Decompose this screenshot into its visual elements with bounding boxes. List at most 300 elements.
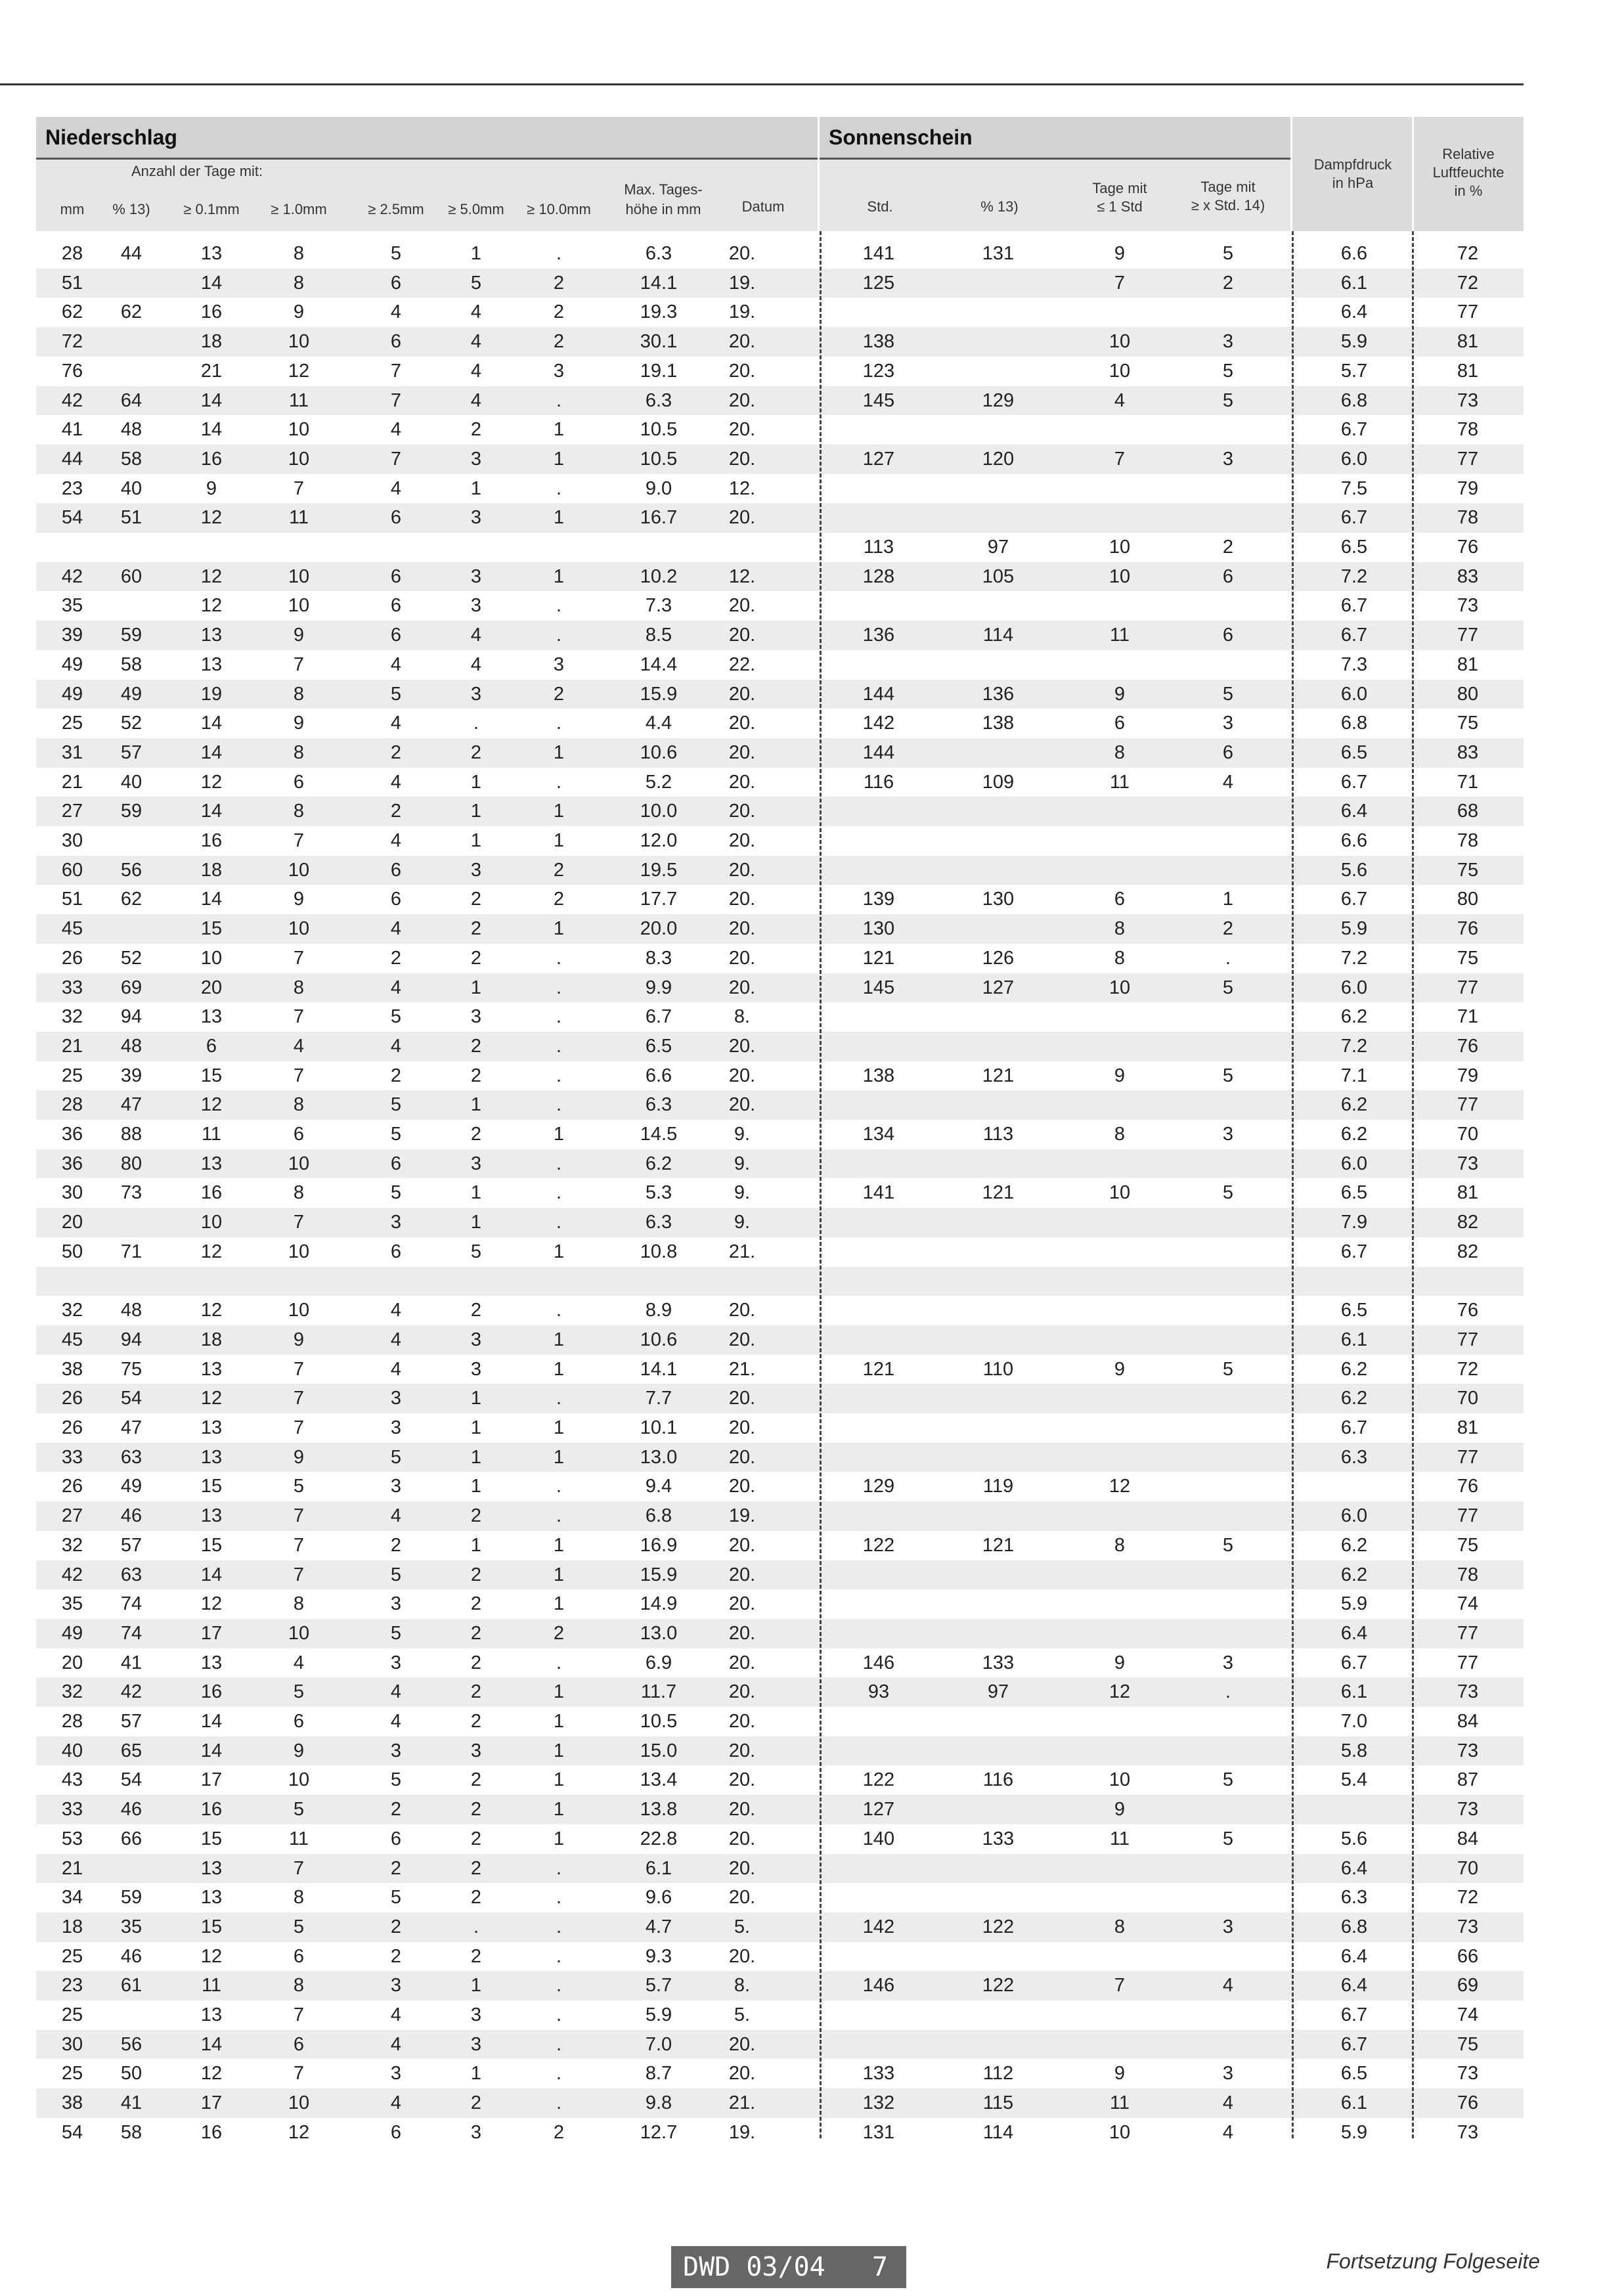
cell-rel-feuchte: 76 bbox=[1457, 2092, 1479, 2114]
cell-mm: 27 bbox=[61, 801, 83, 822]
cell-max-hoehe: 7.3 bbox=[645, 595, 672, 617]
cell-tage-le1 bbox=[1077, 1325, 1162, 1355]
cell-t100: . bbox=[556, 1153, 562, 1174]
cell-t10: 10 bbox=[288, 1769, 310, 1791]
cell-tage-gex: 3 bbox=[1222, 1124, 1234, 1145]
cell-t50: 3 bbox=[470, 2121, 482, 2143]
cell-t10: 11 bbox=[288, 507, 309, 529]
cell-max-hoehe: 7.7 bbox=[645, 1388, 672, 1409]
cell-pct-n: 47 bbox=[120, 1094, 143, 1116]
cell-mm: 32 bbox=[61, 1681, 83, 1703]
cell-t100: . bbox=[556, 1857, 562, 1879]
cell-t50: 1 bbox=[470, 1388, 482, 1409]
cell-t100 bbox=[516, 1267, 602, 1296]
cell-dampfdruck: 6.7 bbox=[1340, 625, 1368, 646]
cell-max-hoehe: 6.1 bbox=[645, 1857, 672, 1879]
cell-tage-le1: 8 bbox=[1114, 1534, 1126, 1556]
cell-t10: 7 bbox=[293, 1006, 305, 1028]
cell-t25: 3 bbox=[390, 1476, 402, 1497]
cell-t10: 10 bbox=[288, 1300, 310, 1321]
cell-datum: 20. bbox=[728, 1094, 756, 1116]
cell-dampfdruck: 6.7 bbox=[1340, 2004, 1368, 2025]
cell-max-hoehe: 10.5 bbox=[640, 1711, 678, 1732]
cell-rel-feuchte: 77 bbox=[1457, 977, 1479, 998]
cell-t25: 6 bbox=[390, 272, 402, 294]
cell-pct-s bbox=[955, 1090, 1041, 1120]
cell-pct-n: 49 bbox=[120, 1476, 143, 1497]
cell-pct-s: 122 bbox=[982, 1975, 1015, 1997]
cell-mm: 26 bbox=[61, 947, 83, 969]
header-anzahl: Anzahl der Tage mit: bbox=[131, 163, 263, 179]
cell-datum: 20. bbox=[728, 1564, 756, 1585]
cell-pct-s: 116 bbox=[982, 1769, 1014, 1791]
cell-datum: 20. bbox=[728, 1857, 756, 1879]
cell-rel-feuchte: 77 bbox=[1457, 1094, 1479, 1116]
cell-t25: 3 bbox=[390, 1975, 402, 1997]
cell-tage-le1 bbox=[1077, 474, 1162, 504]
cell-t01: 16 bbox=[200, 2121, 223, 2143]
cell-t50: 2 bbox=[470, 1799, 482, 1821]
cell-tage-le1 bbox=[1077, 826, 1162, 856]
cell-pct-s: 138 bbox=[982, 713, 1015, 734]
cell-t50: 2 bbox=[470, 889, 482, 910]
cell-dampfdruck: 6.5 bbox=[1340, 1300, 1368, 1321]
cell-t10: 10 bbox=[288, 595, 310, 617]
cell-tage-le1 bbox=[1077, 1942, 1162, 1972]
cell-t10: 12 bbox=[288, 360, 310, 382]
cell-max-hoehe: 30.1 bbox=[640, 331, 678, 353]
cell-t100: 2 bbox=[553, 2121, 565, 2143]
cell-pct-n bbox=[89, 826, 174, 856]
cell-max-hoehe: 6.8 bbox=[645, 1505, 672, 1527]
cell-dampfdruck: 6.7 bbox=[1340, 1241, 1368, 1262]
cell-mm: 25 bbox=[61, 713, 83, 734]
cell-pct-s: 136 bbox=[982, 683, 1015, 705]
cell-tage-le1: 12 bbox=[1109, 1681, 1131, 1703]
cell-mm: 21 bbox=[61, 1857, 83, 1879]
cell-dampfdruck: 6.0 bbox=[1340, 448, 1368, 470]
cell-tage-gex bbox=[1185, 1384, 1271, 1413]
cell-tage-le1 bbox=[1077, 1501, 1162, 1531]
cell-rel-feuchte: 77 bbox=[1457, 1329, 1479, 1350]
cell-rel-feuchte: 73 bbox=[1457, 1153, 1479, 1174]
cell-t25: 4 bbox=[390, 918, 402, 940]
cell-pct-n: 66 bbox=[120, 1828, 143, 1849]
cell-std: 142 bbox=[862, 713, 895, 734]
cell-tage-gex bbox=[1185, 1501, 1271, 1531]
cell-t50: 2 bbox=[470, 1652, 482, 1673]
cell-std bbox=[836, 1560, 921, 1590]
cell-max-hoehe: 17.7 bbox=[640, 889, 678, 910]
cell-max-hoehe: 16.9 bbox=[640, 1534, 678, 1556]
cell-pct-n: 40 bbox=[120, 771, 143, 793]
cell-rel-feuchte: 78 bbox=[1457, 1564, 1479, 1585]
cell-std bbox=[836, 826, 921, 856]
cell-t25: 4 bbox=[390, 1300, 402, 1321]
cell-t01: 16 bbox=[200, 1799, 223, 1821]
cell-mm: 28 bbox=[61, 1711, 83, 1732]
cell-tage-gex bbox=[1185, 1854, 1271, 1884]
cell-max-hoehe: 14.5 bbox=[640, 1124, 678, 1145]
cell-mm: 21 bbox=[61, 1035, 83, 1057]
cell-tage-le1: 12 bbox=[1109, 1476, 1131, 1497]
cell-mm: 51 bbox=[61, 889, 83, 910]
cell-pct-s bbox=[955, 1560, 1041, 1590]
cell-t100: . bbox=[556, 243, 562, 264]
cell-tage-le1 bbox=[1077, 1443, 1162, 1472]
cell-datum: 21. bbox=[728, 1241, 756, 1262]
cell-datum: 20. bbox=[728, 1065, 756, 1086]
cell-t10: 10 bbox=[288, 918, 310, 940]
cell-tage-gex: 2 bbox=[1222, 537, 1234, 558]
cell-tage-gex bbox=[1185, 1589, 1271, 1619]
cell-pct-n: 56 bbox=[120, 859, 143, 881]
cell-t25: 5 bbox=[390, 243, 402, 264]
cell-rel-feuchte: 71 bbox=[1457, 1006, 1479, 1028]
cell-t01: 12 bbox=[200, 2063, 223, 2085]
cell-rel-feuchte: 75 bbox=[1457, 2033, 1479, 2055]
cell-datum: 8. bbox=[734, 1975, 751, 1997]
cell-t100: 1 bbox=[553, 1534, 565, 1556]
cell-datum bbox=[699, 1267, 785, 1296]
cell-pct-s: 121 bbox=[982, 1534, 1015, 1556]
cell-pct-s bbox=[955, 826, 1041, 856]
cell-datum: 20. bbox=[728, 1652, 756, 1673]
cell-t25 bbox=[353, 1267, 439, 1296]
cell-max-hoehe: 10.8 bbox=[640, 1241, 678, 1262]
cell-t100: 2 bbox=[553, 301, 565, 323]
cell-dampfdruck: 6.2 bbox=[1340, 1564, 1368, 1585]
cell-tage-le1: 7 bbox=[1114, 1975, 1126, 1997]
cell-tage-le1: 8 bbox=[1114, 947, 1126, 969]
cell-pct-s bbox=[955, 738, 1041, 768]
cell-std: 122 bbox=[862, 1769, 895, 1791]
cell-t100: . bbox=[556, 1945, 562, 1967]
cell-t10: 8 bbox=[293, 741, 305, 763]
cell-dampfdruck: 6.7 bbox=[1340, 507, 1368, 529]
cell-t100: 1 bbox=[553, 918, 565, 940]
cell-pct-s: 120 bbox=[982, 448, 1015, 470]
cell-datum: 20. bbox=[728, 830, 756, 851]
cell-rel-feuchte: 84 bbox=[1457, 1711, 1479, 1732]
header-pct-s: % 13) bbox=[980, 198, 1019, 215]
cell-datum: 20. bbox=[728, 1799, 756, 1821]
cell-t10: 9 bbox=[293, 1329, 305, 1350]
page-number: 7 bbox=[871, 2252, 888, 2282]
cell-t25: 6 bbox=[390, 331, 402, 353]
separator-niederschlag-sonnenschein bbox=[820, 231, 822, 2138]
cell-rel-feuchte: 73 bbox=[1457, 2063, 1479, 2085]
cell-dampfdruck: 6.7 bbox=[1340, 2033, 1368, 2055]
cell-mm: 25 bbox=[61, 1945, 83, 1967]
cell-tage-le1: 10 bbox=[1109, 360, 1131, 382]
cell-rel-feuchte: 87 bbox=[1457, 1769, 1479, 1791]
cell-mm: 20 bbox=[61, 1212, 83, 1233]
cell-t100: 1 bbox=[553, 830, 565, 851]
cell-pct-s bbox=[955, 1032, 1041, 1061]
cell-pct-n: 58 bbox=[120, 448, 143, 470]
cell-t100: . bbox=[556, 1065, 562, 1086]
cell-mm: 32 bbox=[61, 1300, 83, 1321]
header-dampf-l2: in hPa bbox=[1332, 175, 1374, 191]
cell-max-hoehe: 9.9 bbox=[645, 977, 672, 998]
cell-tage-gex bbox=[1185, 1443, 1271, 1472]
cell-datum: 12. bbox=[728, 565, 756, 587]
cell-tage-gex: 6 bbox=[1222, 565, 1234, 587]
cell-t50: 2 bbox=[470, 1711, 482, 1732]
cell-max-hoehe: 10.2 bbox=[640, 565, 678, 587]
cell-t25: 6 bbox=[390, 565, 402, 587]
cell-t01 bbox=[169, 1267, 254, 1296]
cell-dampfdruck: 6.0 bbox=[1340, 1505, 1368, 1527]
cell-t01: 13 bbox=[200, 1153, 223, 1174]
cell-t50: 1 bbox=[470, 1212, 482, 1233]
cell-pct-n: 49 bbox=[120, 683, 143, 705]
cell-pct-s: 129 bbox=[982, 389, 1015, 411]
cell-t10 bbox=[256, 533, 341, 562]
cell-t100: 1 bbox=[553, 565, 565, 587]
cell-rel-feuchte: 81 bbox=[1457, 1182, 1479, 1204]
cell-mm: 45 bbox=[61, 918, 83, 940]
cell-max-hoehe: 5.3 bbox=[645, 1182, 672, 1204]
cell-t01: 12 bbox=[200, 507, 223, 529]
cell-datum: 20. bbox=[728, 1417, 756, 1438]
cell-t25: 3 bbox=[390, 1417, 402, 1438]
cell-t01: 16 bbox=[200, 301, 223, 323]
cell-pct-s: 97 bbox=[987, 1681, 1009, 1703]
cell-datum: 20. bbox=[728, 918, 756, 940]
cell-pct-n: 46 bbox=[120, 1945, 143, 1967]
cell-max-hoehe: 9.0 bbox=[645, 477, 672, 499]
cell-rel-feuchte: 76 bbox=[1457, 1476, 1479, 1497]
cell-rel-feuchte: 78 bbox=[1457, 419, 1479, 441]
cell-t100: . bbox=[556, 947, 562, 969]
cell-t50: 2 bbox=[470, 1857, 482, 1879]
cell-mm: 76 bbox=[61, 360, 83, 382]
cell-tage-le1 bbox=[1077, 1589, 1162, 1619]
cell-mm: 23 bbox=[61, 477, 83, 499]
cell-std: 145 bbox=[862, 977, 895, 998]
cell-pct-s: 112 bbox=[982, 2063, 1014, 2085]
cell-pct-s: 113 bbox=[982, 1124, 1014, 1145]
cell-pct-n: 54 bbox=[120, 1769, 143, 1791]
cell-t100: . bbox=[556, 1182, 562, 1204]
cell-tage-le1 bbox=[1077, 1560, 1162, 1590]
cell-t10: 11 bbox=[288, 389, 309, 411]
cell-t25: 7 bbox=[390, 389, 402, 411]
cell-std bbox=[836, 1589, 921, 1619]
continuation-note: Fortsetzung Folgeseite bbox=[1326, 2249, 1540, 2273]
cell-tage-gex bbox=[1185, 298, 1271, 327]
cell-mm: 26 bbox=[61, 1476, 83, 1497]
cell-tage-le1: 10 bbox=[1109, 977, 1131, 998]
cell-max-hoehe: 19.5 bbox=[640, 859, 678, 881]
cell-tage-gex: 4 bbox=[1222, 771, 1234, 793]
cell-t25: 4 bbox=[390, 2092, 402, 2114]
cell-std bbox=[836, 1208, 921, 1237]
cell-tage-gex bbox=[1185, 1619, 1271, 1648]
cell-t50: . bbox=[473, 713, 479, 734]
cell-t100: . bbox=[556, 625, 562, 646]
cell-dampfdruck: 6.8 bbox=[1340, 1916, 1368, 1937]
cell-t10: 7 bbox=[293, 1065, 305, 1086]
cell-rel-feuchte: 73 bbox=[1457, 2121, 1479, 2143]
cell-t50: 3 bbox=[470, 1006, 482, 1028]
cell-max-hoehe: 6.2 bbox=[645, 1153, 672, 1174]
cell-t25: 4 bbox=[390, 653, 402, 675]
cell-t100: . bbox=[556, 1916, 562, 1937]
cell-max-hoehe: 12.7 bbox=[640, 2121, 678, 2143]
cell-t25: 4 bbox=[390, 1505, 402, 1527]
cell-pct-s bbox=[955, 1942, 1041, 1972]
cell-tage-le1: 10 bbox=[1109, 1769, 1131, 1791]
cell-dampfdruck: 6.0 bbox=[1340, 977, 1368, 998]
cell-t25: 5 bbox=[390, 1094, 402, 1116]
cell-t25: 5 bbox=[390, 1564, 402, 1585]
cell-t01: 13 bbox=[200, 1446, 223, 1468]
cell-datum: 5. bbox=[734, 2004, 751, 2025]
cell-pct-n bbox=[89, 591, 174, 621]
cell-t01: 15 bbox=[200, 1534, 223, 1556]
cell-t01: 15 bbox=[200, 1065, 223, 1086]
cell-datum: 20. bbox=[728, 1887, 756, 1909]
cell-std bbox=[836, 1090, 921, 1120]
cell-dampfdruck: 7.5 bbox=[1340, 477, 1368, 499]
cell-tage-gex bbox=[1185, 1237, 1271, 1267]
cell-pct-s bbox=[955, 1002, 1041, 1032]
cell-tage-le1 bbox=[1077, 856, 1162, 885]
header-t100: ≥ 10.0mm bbox=[527, 201, 591, 217]
cell-t25: 2 bbox=[390, 741, 402, 763]
cell-tage-le1 bbox=[1077, 1237, 1162, 1267]
cell-tage-gex: 5 bbox=[1222, 1065, 1234, 1086]
cell-pct-n bbox=[89, 533, 174, 562]
cell-rel-feuchte: 79 bbox=[1457, 1065, 1479, 1086]
cell-tage-gex: 5 bbox=[1222, 389, 1234, 411]
cell-mm: 18 bbox=[61, 1916, 83, 1937]
cell-pct-s bbox=[955, 1149, 1041, 1179]
cell-mm: 53 bbox=[61, 1828, 83, 1849]
cell-t100: 1 bbox=[553, 1740, 565, 1761]
cell-tage-gex bbox=[1185, 2000, 1271, 2030]
cell-tage-gex: 5 bbox=[1222, 1534, 1234, 1556]
cell-rel-feuchte: 82 bbox=[1457, 1212, 1479, 1233]
cell-t01: 6 bbox=[206, 1035, 217, 1057]
cell-std bbox=[836, 2000, 921, 2030]
cell-dampfdruck: 7.2 bbox=[1340, 565, 1368, 587]
cell-t10: 8 bbox=[293, 1593, 305, 1615]
cell-dampfdruck: 5.9 bbox=[1340, 1593, 1368, 1615]
cell-datum: 20. bbox=[728, 889, 756, 910]
cell-t25: 4 bbox=[390, 830, 402, 851]
cell-pct-s: 133 bbox=[982, 1652, 1015, 1673]
cell-pct-s bbox=[955, 1854, 1041, 1884]
cell-mm: 30 bbox=[61, 1182, 83, 1204]
cell-datum: 20. bbox=[728, 1593, 756, 1615]
cell-t50: . bbox=[473, 1916, 479, 1937]
cell-mm: 43 bbox=[61, 1769, 83, 1791]
cell-tage-gex: 1 bbox=[1222, 889, 1234, 910]
cell-pct-n: 88 bbox=[120, 1124, 143, 1145]
cell-tage-le1 bbox=[1077, 298, 1162, 327]
cell-t50: 1 bbox=[470, 771, 482, 793]
header-rel-l1: Relative bbox=[1442, 146, 1495, 162]
cell-t10: 10 bbox=[288, 1622, 310, 1644]
cell-max-hoehe: 10.5 bbox=[640, 419, 678, 441]
cell-t25: 4 bbox=[390, 2004, 402, 2025]
cell-t10: 7 bbox=[293, 830, 305, 851]
cell-tage-le1 bbox=[1077, 2030, 1162, 2060]
cell-t10: 5 bbox=[293, 1916, 305, 1937]
cell-rel-feuchte: 76 bbox=[1457, 918, 1479, 940]
cell-max-hoehe: 8.3 bbox=[645, 947, 672, 969]
cell-mm: 38 bbox=[61, 1358, 83, 1380]
cell-t50: 5 bbox=[470, 1241, 482, 1262]
cell-pct-s bbox=[955, 1883, 1041, 1912]
cell-t100: . bbox=[556, 595, 562, 617]
cell-t50: 3 bbox=[470, 1153, 482, 1174]
cell-t25: 5 bbox=[390, 1887, 402, 1909]
header-dampf-l1: Dampfdruck bbox=[1313, 156, 1392, 173]
cell-tage-le1: 11 bbox=[1109, 771, 1130, 793]
cell-t10: 7 bbox=[293, 947, 305, 969]
cell-t100: . bbox=[556, 2004, 562, 2025]
cell-datum: 20. bbox=[728, 331, 756, 353]
cell-t01: 9 bbox=[206, 477, 217, 499]
cell-tage-gex: . bbox=[1225, 947, 1231, 969]
cell-max-hoehe: 6.3 bbox=[645, 243, 672, 264]
cell-rel-feuchte: 73 bbox=[1457, 595, 1479, 617]
cell-rel-feuchte: 70 bbox=[1457, 1124, 1479, 1145]
cell-pct-s bbox=[955, 1267, 1041, 1296]
cell-t01: 15 bbox=[200, 1828, 223, 1849]
cell-pct-s: 105 bbox=[982, 565, 1015, 587]
cell-dampfdruck: 6.4 bbox=[1340, 301, 1368, 323]
cell-t25: 6 bbox=[390, 1153, 402, 1174]
cell-t50: 1 bbox=[470, 977, 482, 998]
cell-tage-gex: 6 bbox=[1222, 741, 1234, 763]
cell-t01: 12 bbox=[200, 771, 223, 793]
cell-datum: 20. bbox=[728, 1740, 756, 1761]
cell-rel-feuchte: 73 bbox=[1457, 1916, 1479, 1937]
cell-std: 122 bbox=[862, 1534, 895, 1556]
header-rule-sonnenschein bbox=[820, 158, 1290, 160]
cell-pct-n: 47 bbox=[120, 1417, 143, 1438]
cell-t01: 15 bbox=[200, 1916, 223, 1937]
cell-tage-gex bbox=[1185, 591, 1271, 621]
cell-datum: 20. bbox=[728, 771, 756, 793]
header-std: Std. bbox=[867, 198, 893, 215]
cell-t10: 7 bbox=[293, 1505, 305, 1527]
cell-dampfdruck: 7.9 bbox=[1340, 1212, 1368, 1233]
cell-pct-s bbox=[955, 1296, 1041, 1325]
cell-dampfdruck: 6.1 bbox=[1340, 1681, 1368, 1703]
cell-pct-s: 121 bbox=[982, 1182, 1015, 1204]
cell-t10: 7 bbox=[293, 1212, 305, 1233]
cell-t50: 2 bbox=[470, 947, 482, 969]
cell-dampfdruck: 7.1 bbox=[1340, 1065, 1368, 1086]
header-rel-l3: in % bbox=[1454, 183, 1483, 199]
cell-t25: 6 bbox=[390, 2121, 402, 2143]
cell-pct-s: 127 bbox=[982, 977, 1015, 998]
cell-datum: 20. bbox=[728, 1446, 756, 1468]
cell-t10: 10 bbox=[288, 448, 310, 470]
cell-tage-le1: 7 bbox=[1114, 448, 1126, 470]
cell-mm: 49 bbox=[61, 653, 83, 675]
cell-t50: 1 bbox=[470, 830, 482, 851]
cell-t100: 1 bbox=[553, 1124, 565, 1145]
cell-tage-le1 bbox=[1077, 650, 1162, 680]
